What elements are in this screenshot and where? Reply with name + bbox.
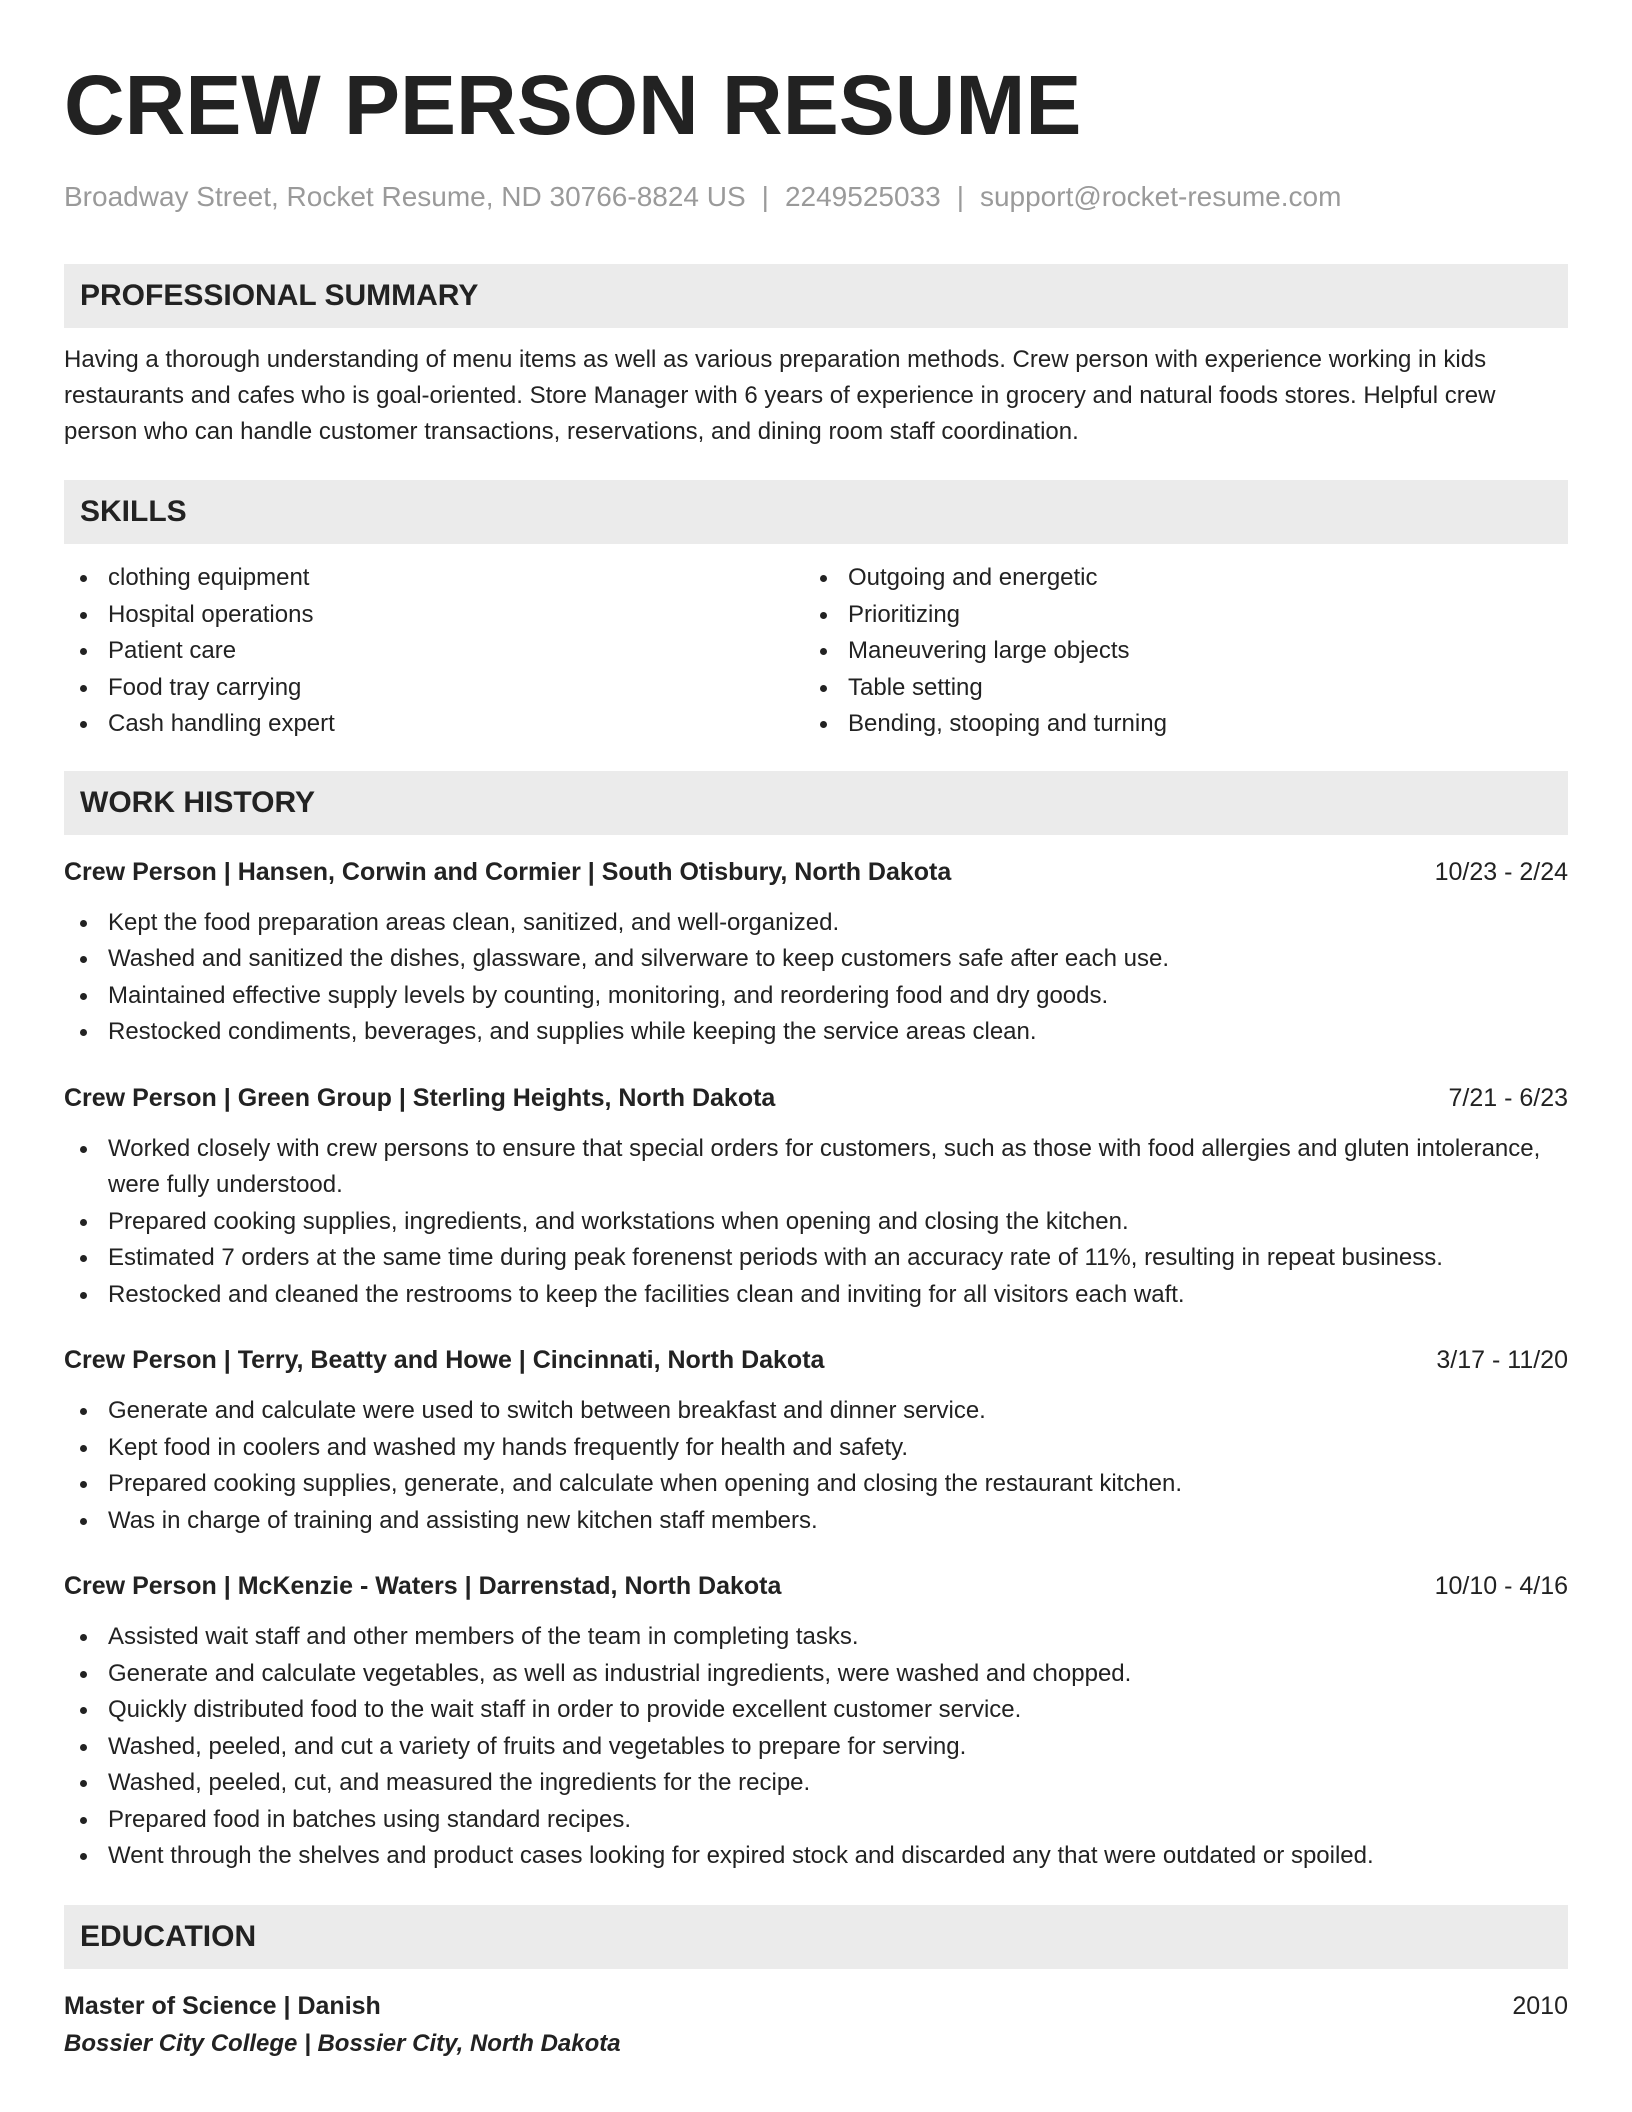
- education-header: [64, 1989, 1568, 2023]
- summary-text: Having a thorough understanding of menu items as well as various preparation methods. Crew person with experience working in kids restaurants and cafes who is goal-oriented. Store Manager with 6 years of experience in grocery and natural foods stores. Helpful crew person who can handle customer transactions, reservations, and dining room staff coordination.: [64, 346, 1496, 445]
- section-header-summary: PROFESSIONAL SUMMARY: [64, 264, 1568, 328]
- job-header: [64, 1081, 1568, 1115]
- job-header: [64, 855, 1568, 889]
- job-dates: 3/17 - 11/20: [1436, 1346, 1568, 1374]
- skills-column-right: [804, 560, 1544, 743]
- job-duties: [64, 1619, 1568, 1875]
- job-duty: Kept the food preparation areas clean, sanitized, and well-organized.: [64, 905, 1568, 942]
- job-title: Crew Person | McKenzie - Waters | Darrenstad, North Dakota: [64, 1572, 782, 1600]
- contact-address: Broadway Street, Rocket Resume, ND 30766-8824 US: [64, 181, 746, 212]
- contact-email[interactable]: support@rocket-resume.com: [979, 181, 1342, 212]
- job-entry: [64, 855, 1568, 1051]
- job-entry: [64, 1569, 1568, 1875]
- job-duties: [64, 1131, 1568, 1314]
- education-degree: Master of Science | Danish: [64, 1991, 381, 2020]
- skill-item: Patient care: [64, 633, 804, 670]
- job-title: Crew Person | Terry, Beatty and Howe | Cincinnati, North Dakota: [64, 1346, 825, 1374]
- job-title: Crew Person | Green Group | Sterling Heights, North Dakota: [64, 1083, 776, 1112]
- job-entry: [64, 1081, 1568, 1314]
- skill-item: clothing equipment: [64, 560, 804, 597]
- job-title: Crew Person | Hansen, Corwin and Cormier | South Otisbury, North Dakota: [64, 857, 952, 886]
- contact-separator: |: [761, 181, 769, 212]
- job-duty: Quickly distributed food to the wait staff in order to provide excellent customer service.: [64, 1692, 1568, 1729]
- job-entry: [64, 1343, 1568, 1539]
- skill-item: Cash handling expert: [64, 706, 804, 743]
- skill-item: Food tray carrying: [64, 670, 804, 707]
- job-dates: 7/21 - 6/23: [1448, 1083, 1568, 1112]
- job-duty: Went through the shelves and product cases looking for expired stock and discarded any that were outdated or spoiled.: [64, 1838, 1568, 1875]
- section-header-education: EDUCATION: [64, 1905, 1568, 1969]
- education-school: Bossier City College | Bossier City, North Dakota: [64, 2029, 621, 2057]
- job-duty: Worked closely with crew persons to ensure that special orders for customers, such as those with food allergies and gluten intolerance, were fully understood.: [64, 1131, 1568, 1204]
- job-duty: Washed, peeled, cut, and measured the ingredients for the recipe.: [64, 1765, 1568, 1802]
- job-duty: Washed, peeled, and cut a variety of fruits and vegetables to prepare for serving.: [64, 1729, 1568, 1766]
- section-header-work-history: WORK HISTORY: [64, 771, 1568, 835]
- skills-list-right: [804, 560, 1544, 743]
- education-entry: [64, 1989, 1568, 2061]
- job-duty: Estimated 7 orders at the same time during peak forenenst periods with an accuracy rate of 11%, resulting in repeat business.: [64, 1240, 1568, 1277]
- job-duties: [64, 905, 1568, 1051]
- skill-item: Table setting: [804, 670, 1544, 707]
- job-duty: Prepared cooking supplies, ingredients, and workstations when opening and closing the kitchen.: [64, 1204, 1568, 1241]
- job-duties: [64, 1393, 1568, 1539]
- job-duty: Prepared cooking supplies, generate, and calculate when opening and closing the restaurant kitchen.: [64, 1466, 1568, 1503]
- skill-item: Maneuvering large objects: [804, 633, 1544, 670]
- job-duty: Assisted wait staff and other members of the team in completing tasks.: [64, 1619, 1568, 1656]
- job-duty: Kept food in coolers and washed my hands frequently for health and safety.: [64, 1430, 1568, 1467]
- skills-grid: [64, 560, 1568, 743]
- skill-item: Prioritizing: [804, 597, 1544, 634]
- education-year: 2010: [1512, 1991, 1568, 2020]
- skill-item: Outgoing and energetic: [804, 560, 1544, 597]
- job-header: [64, 1343, 1568, 1377]
- job-duty: Was in charge of training and assisting new kitchen staff members.: [64, 1503, 1568, 1540]
- job-duty: Restocked and cleaned the restrooms to keep the facilities clean and inviting for all visitors each waft.: [64, 1277, 1568, 1314]
- job-duty: Washed and sanitized the dishes, glassware, and silverware to keep customers safe after each use.: [64, 941, 1568, 978]
- section-header-skills: SKILLS: [64, 480, 1568, 544]
- resume-title: CREW PERSON RESUME: [64, 58, 1082, 152]
- job-dates: 10/23 - 2/24: [1434, 857, 1568, 886]
- skills-list-left: [64, 560, 804, 743]
- skills-column-left: [64, 560, 804, 743]
- job-duty: Generate and calculate vegetables, as well as industrial ingredients, were washed and chopped.: [64, 1656, 1568, 1693]
- job-duty: Prepared food in batches using standard recipes.: [64, 1802, 1568, 1839]
- job-duty: Generate and calculate were used to switch between breakfast and dinner service.: [64, 1393, 1568, 1430]
- contact-separator: |: [956, 181, 964, 212]
- job-duty: Maintained effective supply levels by counting, monitoring, and reordering food and dry goods.: [64, 978, 1568, 1015]
- skill-item: Bending, stooping and turning: [804, 706, 1544, 743]
- job-dates: 10/10 - 4/16: [1434, 1572, 1568, 1600]
- job-header: [64, 1569, 1568, 1603]
- skill-item: Hospital operations: [64, 597, 804, 634]
- contact-phone: 2249525033: [784, 181, 941, 212]
- contact-line: [64, 180, 1568, 214]
- job-duty: Restocked condiments, beverages, and supplies while keeping the service areas clean.: [64, 1014, 1568, 1051]
